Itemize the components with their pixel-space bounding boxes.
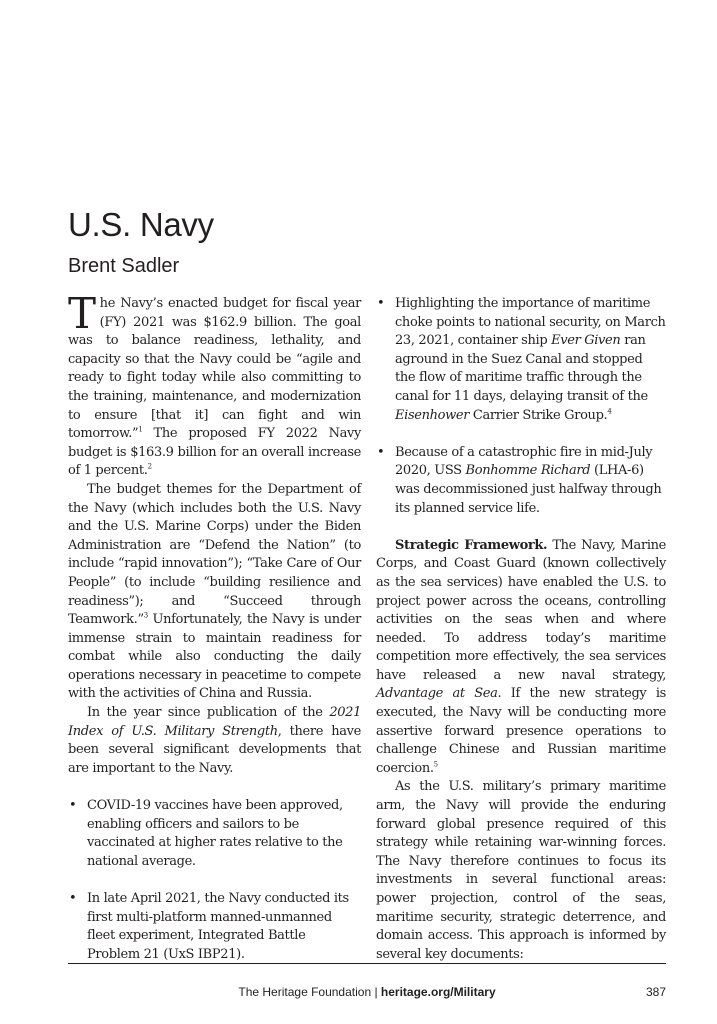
drop-cap: T [68,289,96,338]
bullet-list [376,444,666,518]
bullet-text: Highlighting the importance of maritime choke points to national security, on March 23, 2021, container ship [395,296,666,349]
bullet-item-ibp21: • In late April 2021, the Navy conducted its first multi-platform manned-unmanned fleet experiment, Integrated Battle Problem 21 (UxS IBP21). [68,890,361,964]
bullet-list [68,797,361,871]
paragraph-text: The budget themes for the Department of the Navy (which includes both the U.S. Navy and the U.S. Marine Corps) under the Biden Administration are “Defend the Nation” (to include “rapid innovation”); “Take Care of Our People” (to include “building resilience and readiness”); and “Succeed through Teamwork.” [68,481,361,628]
bullet-item-bonhomme [376,444,666,518]
italic-ship-name: Ever Given [551,333,621,349]
paragraph-budget [68,289,361,481]
bullet-text: (LHA-6) was decommissioned just halfway through its planned service life. [395,463,662,516]
footer-credit [68,983,666,1001]
paragraph-developments [68,704,361,778]
bullet-text: Because of a catastrophic fire in mid-July 2020, USS [395,444,653,479]
left-column [68,289,361,964]
paragraph-maritime-arm: As the U.S. military’s primary maritime arm, the Navy will provide the enduring forward global presence required of this strategy while retaining war-winning forces. The Navy therefore continues to focus its investments in several functional areas: power projection, control of the seas, maritime security, strategic deterrence, and domain access. This approach is informed by several key documents: [376,779,666,962]
footnote-ref: 5 [433,760,438,769]
chapter-title: U.S. Navy [68,206,214,243]
paragraph-themes [68,481,361,704]
footer-site-link[interactable]: heritage.org/Military [380,985,496,999]
bullet-text: Carrier Strike Group. [469,407,608,423]
bullet-list [376,295,666,425]
section-run-in-heading: Strategic Framework. [395,537,548,553]
footnote-ref: 4 [607,407,612,416]
paragraph-strategic-framework [376,537,666,779]
paragraph-text: , there have been several significant developments that are important to the Navy. [68,723,361,776]
paragraph-text: In the year since publication of the [87,705,330,721]
footnote-ref: 3 [143,611,148,620]
paragraph-text: Unfortunately, the Navy is under immense strain to maintain readiness for combat while also conducting the daily operations necessary in peacetime to compete with the activities of China and Russia. [68,612,361,702]
bullet-item-covid: • COVID-19 vaccines have been approved, enabling officers and sailors to be vaccinated at higher rates relative to the national average. [68,797,361,871]
bullet-list [68,890,361,964]
italic-ship-name: Eisenhower [395,407,470,423]
italic-title: 2021 Index of U.S. Military Strength [68,705,361,739]
footer-divider [68,963,666,964]
paragraph-text: he Navy’s enacted budget for fiscal year (FY) 2021 was $162.9 billion. The goal was to balance readiness, lethality, and capacity so that the Navy could be “agile and ready to fight today while also committing to the training, maintenance, and modernization to ensure [that it] can fight and win tomorrow.” [68,296,361,442]
footnote-ref: 2 [147,463,152,472]
footer-org: The Heritage Foundation | [238,985,381,999]
paragraph-text: The proposed FY 2022 Navy budget is $163.9 billion for an overall increase of 1 percent. [68,426,361,479]
bullet-text: ran aground in the Suez Canal and stopped the flow of maritime traffic through the canal for 11 days, delaying transit of the [395,333,648,404]
page-number: 387 [645,985,666,999]
author-name: Brent Sadler [68,255,180,277]
bullet-item-suez [376,295,666,425]
paragraph-text: The Navy, Marine Corps, and Coast Guard (known collectively as the sea services) have enabled the U.S. to project power across the oceans, controlling activities on the seas when and where needed. To address today’s maritime competition more effectively, the sea services have released a new naval strategy, [376,537,666,683]
footnote-ref: 1 [138,425,143,434]
italic-strategy-title: Advantage at Sea [376,686,498,702]
page-footer [68,983,666,1001]
italic-ship-name: Bonhomme Richard [465,463,591,479]
paragraph-text: . If the new strategy is executed, the Navy will be conducting more assertive forward presence operations to challenge Chinese and Russian maritime coercion. [376,686,666,776]
right-column [376,295,666,964]
